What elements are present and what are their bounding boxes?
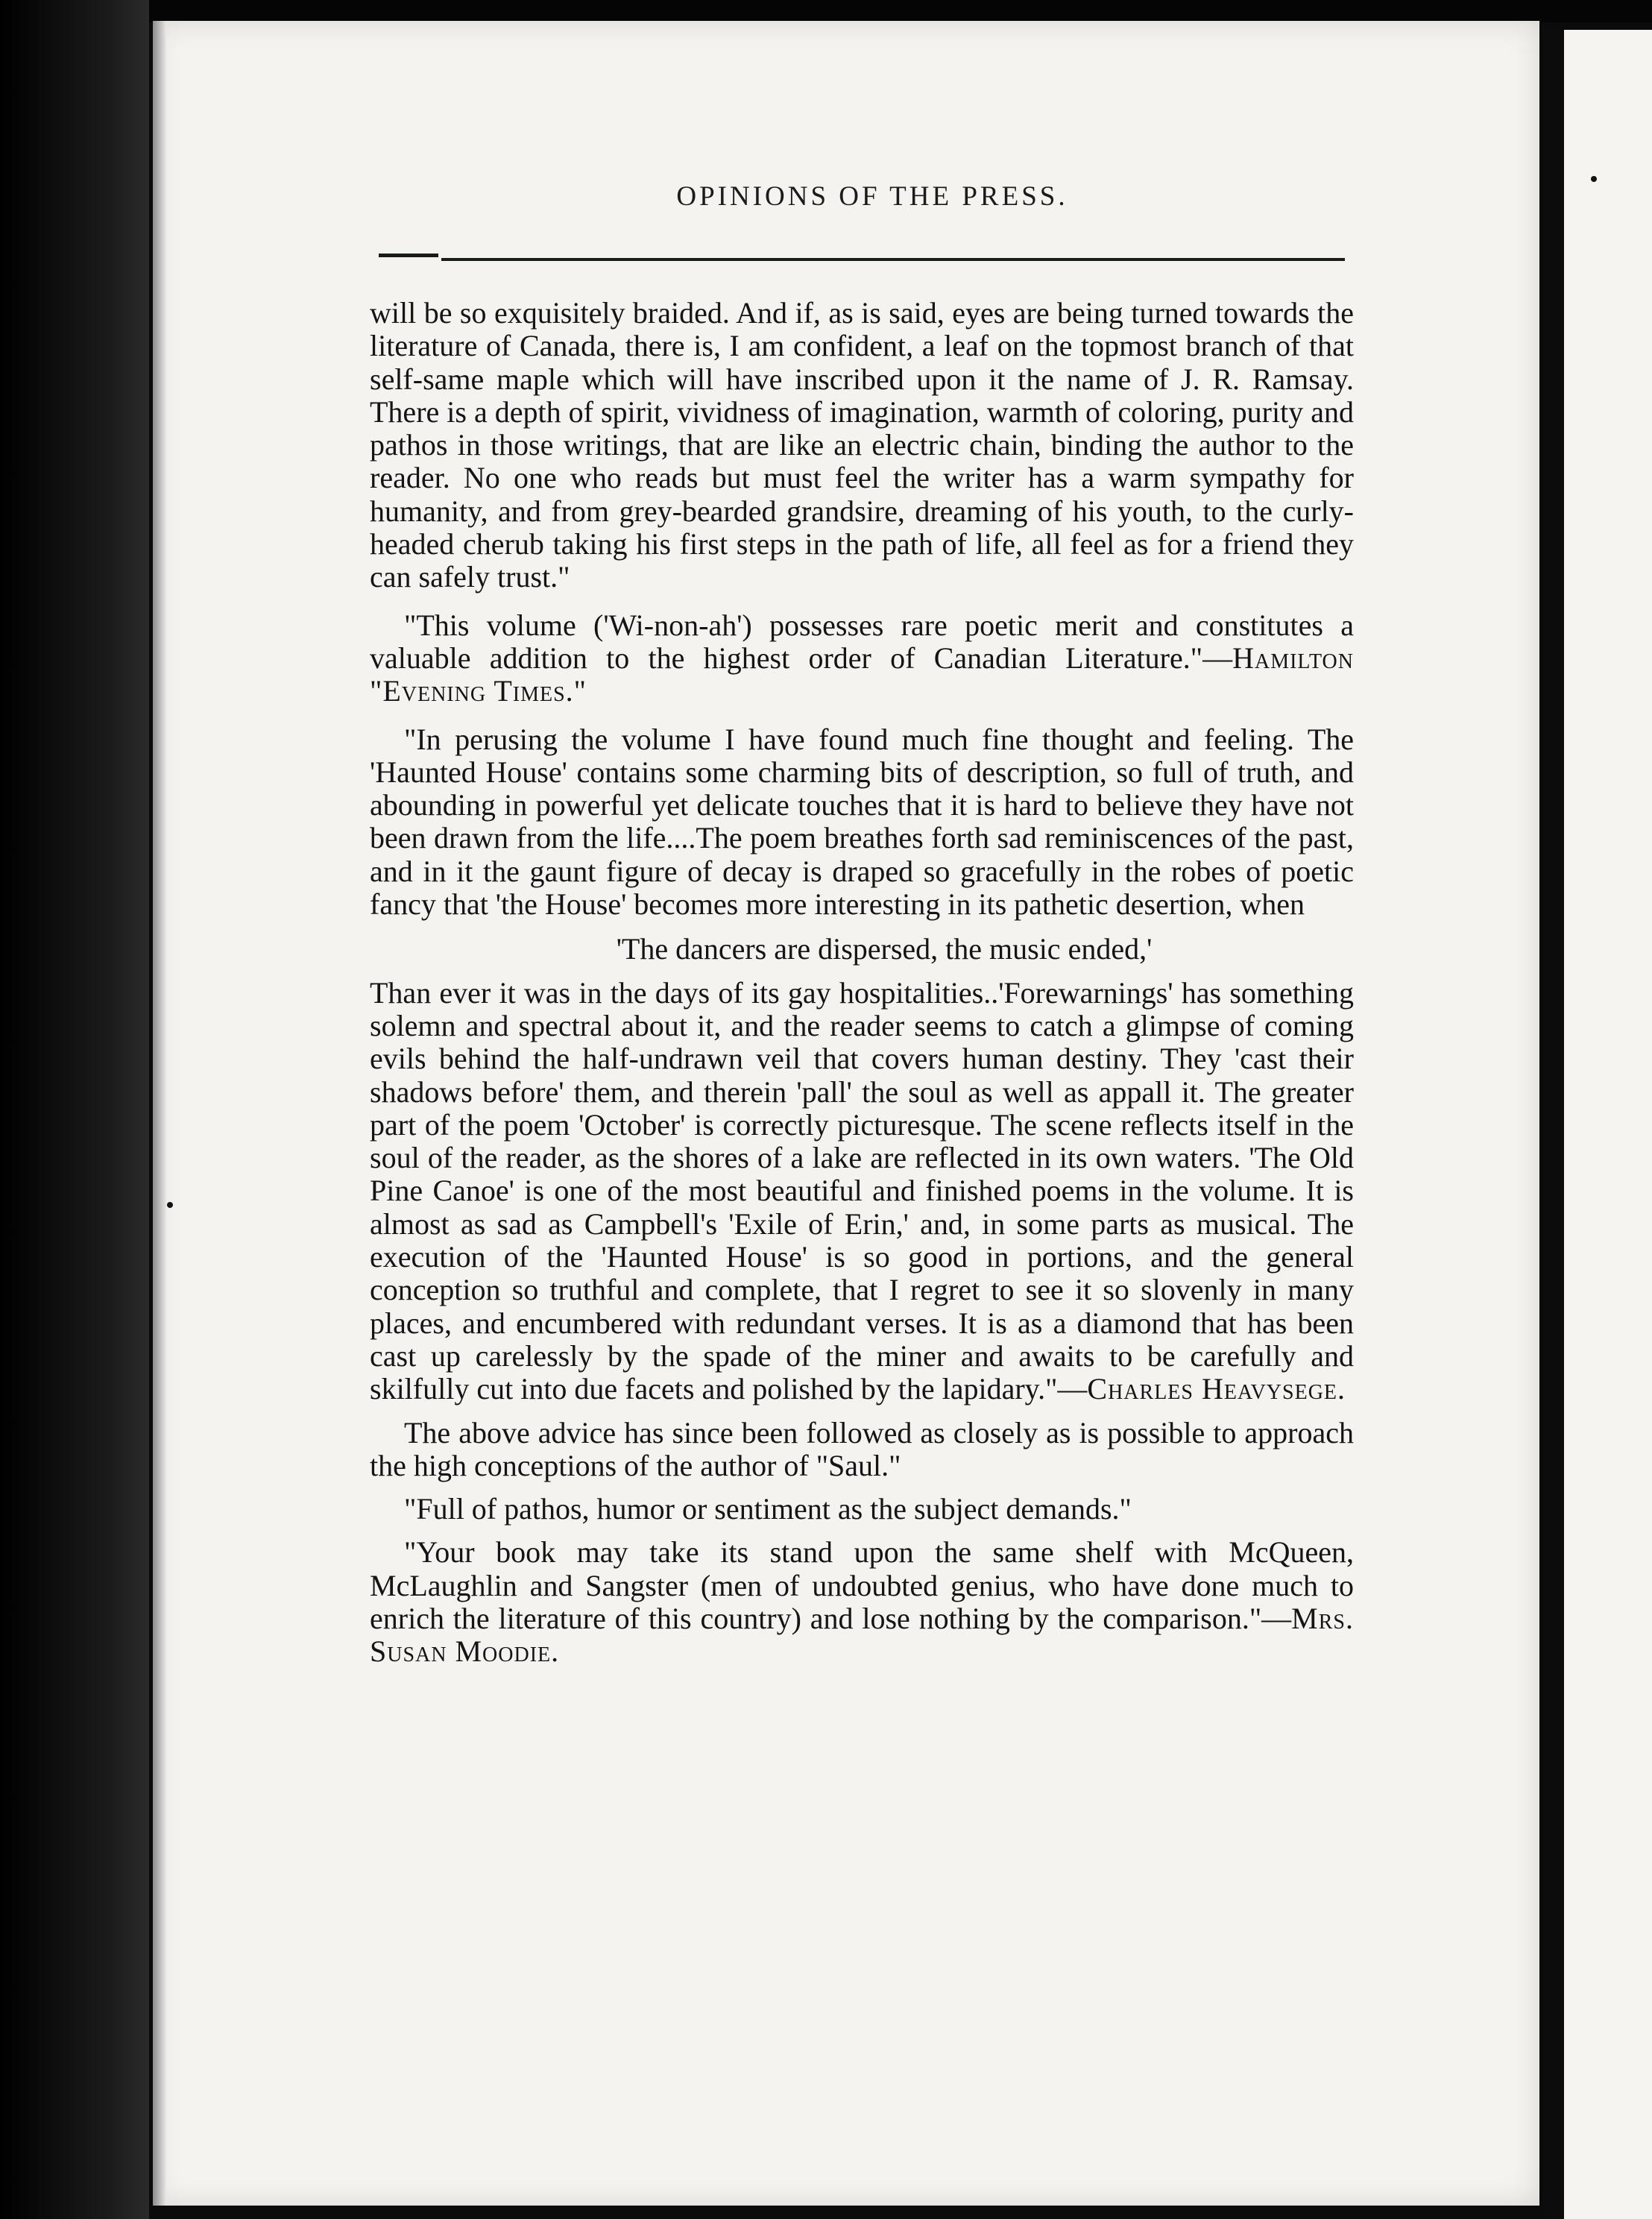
quote-source: Mrs. Susan Moodie. [370,1601,1354,1669]
header-rule-short [379,254,438,257]
quote-text: "Your book may take its stand upon the same shelf with McQueen, McLaughlin and Sangster (men of undoubted genius, who have done much to enrich the literature of this country) and lose nothing by the comparison."— [370,1535,1354,1635]
scan-top-border [0,0,1652,22]
quote-paragraph-ramsay: will be so exquisitely braided. And if, as is said, eyes are being turned towards the literature of Canada, there is, I am confident, a leaf on the topmost branch of that self-same maple which will have inscribed upon it the name of J. R. Ramsay. There is a depth of spirit, vividness of imagination, warmth of coloring, purity and pathos in those writings, that are like an electric chain, binding the author to the reader. No one who reads but must feel the writer has a warm sympathy for humanity, and from grey-bearded grandsire, dreaming of his youth, to the curly-headed cherub taking his first steps in the path of life, all feel as for a friend they can safely trust." [370,296,1354,594]
quote-paragraph-moodie [370,1536,1354,1668]
quote-paragraph-heavysege-continued [370,977,1354,1406]
scan-left-margin [0,0,149,2219]
quote-source: Hamilton "Evening Times." [370,640,1354,708]
page-body [370,297,1354,1669]
scan-speck [167,1202,173,1208]
verse-line: 'The dancers are dispersed, the music ended,' [616,932,1153,966]
quote-text: "This volume ('Wi-non-ah') possesses rare poetic merit and constitutes a valuable addition to the highest order of Canadian Literature."— [370,608,1354,675]
quote-paragraph-evening-times [370,609,1354,708]
facing-page-edge [1543,30,1652,2219]
page-gutter-shadow [153,21,166,2206]
quote-text: Than ever it was in the days of its gay hospitalities..'Forewarnings' has something solemn and spectral about it, and the reader seems to catch a glimpse of coming evils behind the half-undrawn veil that covers human destiny. They 'cast their shadows before' them, and therein 'pall' the soul as well as appall it. The greater part of the poem 'October' is correctly picturesque. The scene reflects itself in the soul of the reader, as the shores of a lake are reflected in its own waters. 'The Old Pine Canoe' is one of the most beautiful and finished poems in the volume. It is almost as sad as Campbell's 'Exile of Erin,' and, in some parts as musical. The execution of the 'Haunted House' is so good in portions, and the general conception so truthful and complete, that I regret to see it so slovenly in many places, and encumbered with redundant verses. It is as a diamond that has been cast up carelessly by the spade of the miner and awaits to be carefully and skilfully cut into due facets and polished by the lapidary."— [370,975,1354,1406]
page-header: OPINIONS OF THE PRESS. [676,181,1068,212]
header-rule [441,258,1345,261]
editorial-note: The above advice has since been followed as closely as is possible to approach the high conceptions of the author of "Saul." [370,1415,1354,1482]
scan-speck [1591,176,1597,182]
quote-paragraph-pathos: "Full of pathos, humor or sentiment as the subject demands." [404,1492,1132,1526]
quote-paragraph-heavysege: "In perusing the volume I have found much fine thought and feeling. The 'Haunted House' contains some charming bits of description, so full of truth, and abounding in powerful yet delicate touches that it is hard to believe they have not been drawn from the life....The poem breathes forth sad reminiscences of the past, and in it the gaunt figure of decay is draped so gracefully in the robes of poetic fancy that 'the House' becomes more interesting in its pathetic desertion, when [370,722,1354,922]
quote-source: Charles Heavysege. [1087,1372,1346,1406]
